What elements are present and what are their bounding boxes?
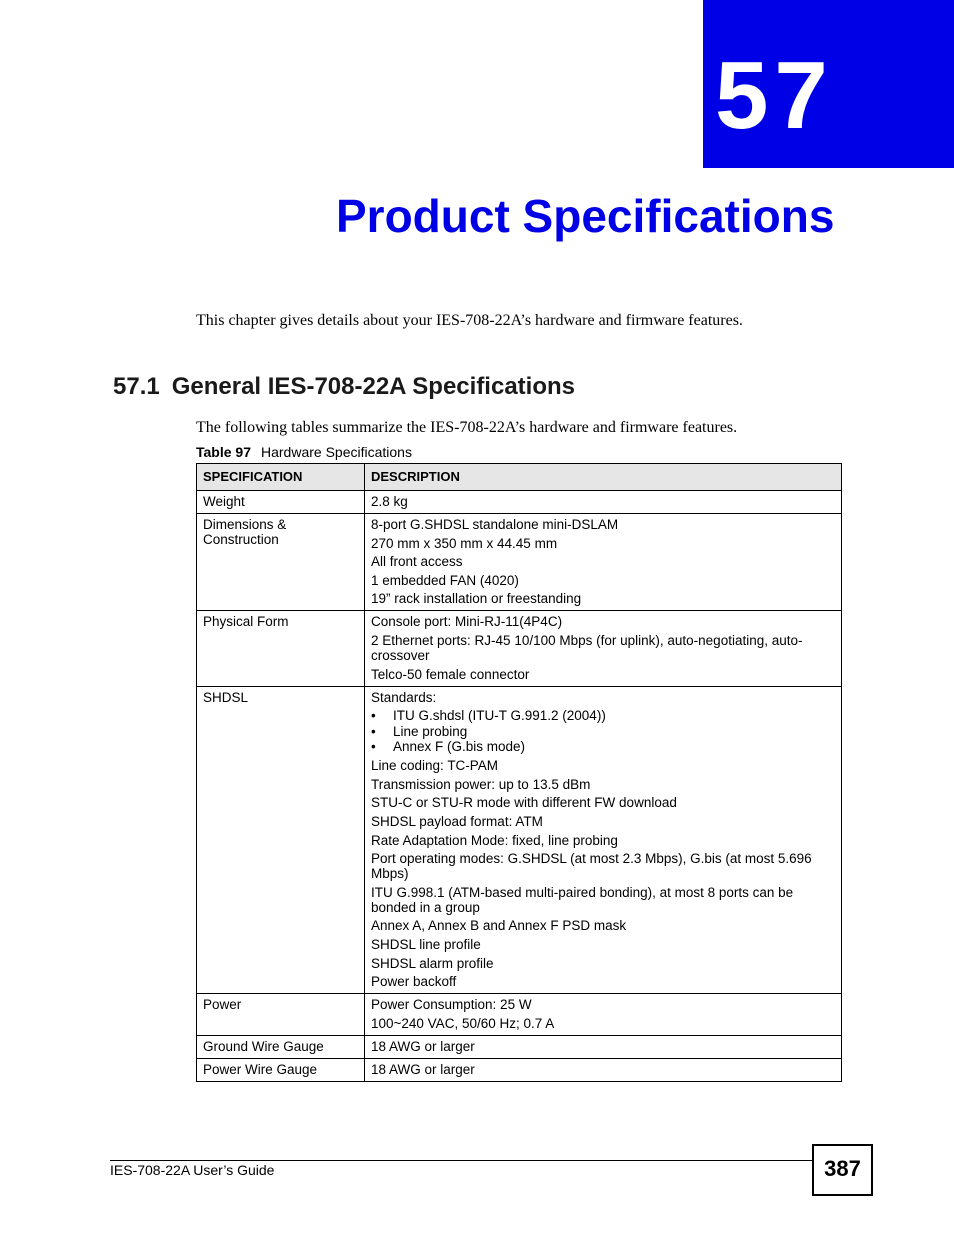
description-line: All front access: [371, 554, 463, 570]
description-line: Telco-50 female connector: [371, 666, 530, 682]
footer-divider: [110, 1160, 817, 1161]
section-number: 57.1: [113, 373, 160, 400]
description-line: Console port: Mini-RJ-11(4P4C): [371, 614, 563, 630]
description-line: Rate Adaptation Mode: fixed, line probing: [371, 832, 618, 848]
description-line: Power Consumption: 25 W: [371, 997, 532, 1013]
table-header-row: [197, 464, 842, 491]
bullet-icon: •: [371, 708, 376, 724]
table-caption-label: Table 97: [196, 444, 251, 460]
list-item: [371, 708, 835, 724]
standards-list: [371, 708, 835, 755]
spec-cell: Power: [197, 994, 365, 1036]
spec-cell: Dimensions & Construction: [197, 514, 365, 611]
section-lead-paragraph: The following tables summarize the IES-708-22A’s hardware and firmware features.: [196, 419, 738, 436]
description-line: Port operating modes: G.SHDSL (at most 2.3 Mbps), G.bis (at most 5.696 Mbps): [371, 851, 812, 882]
bullet-icon: •: [371, 723, 376, 739]
description-cell: [365, 611, 842, 686]
page-number: 387: [824, 1156, 861, 1181]
description-line: Power backoff: [371, 974, 457, 990]
description-line: 270 mm x 350 mm x 44.45 mm: [371, 535, 558, 551]
section-title: General IES-708-22A Specifications: [171, 373, 575, 400]
description-line: 2 Ethernet ports: RJ-45 10/100 Mbps (for uplink), auto-negotiating, auto-crossover: [371, 632, 803, 663]
description-cell: [365, 1058, 842, 1081]
description-line: 18 AWG or larger: [371, 1061, 475, 1077]
table-row: [197, 686, 842, 994]
description-line: Annex A, Annex B and Annex F PSD mask: [371, 918, 627, 934]
description-line: Transmission power: up to 13.5 dBm: [371, 776, 591, 792]
description-line: 1 embedded FAN (4020): [371, 572, 519, 588]
spec-cell: Power Wire Gauge: [197, 1058, 365, 1081]
description-line: 2.8 kg: [371, 494, 408, 509]
table-row: [197, 1035, 842, 1058]
table-caption-title: Hardware Specifications: [261, 444, 412, 460]
description-cell: [365, 491, 842, 514]
header-description: DESCRIPTION: [365, 464, 842, 491]
table-row: [197, 514, 842, 611]
spec-cell: SHDSL: [197, 686, 365, 994]
table-caption: [196, 444, 412, 460]
description-line: 100~240 VAC, 50/60 Hz; 0.7 A: [371, 1015, 555, 1031]
header-specification: SPECIFICATION: [197, 464, 365, 491]
bullet-icon: •: [371, 739, 376, 755]
list-item-text: Annex F (G.bis mode): [393, 739, 526, 755]
description-line: SHDSL line profile: [371, 937, 481, 952]
chapter-number: 57: [715, 42, 834, 149]
table-row: [197, 611, 842, 686]
spec-cell: Weight: [197, 491, 365, 514]
table-row: [197, 1058, 842, 1081]
spec-cell: Ground Wire Gauge: [197, 1035, 365, 1058]
description-cell: [365, 686, 842, 994]
list-item: [371, 724, 835, 740]
page-number-box: [812, 1144, 873, 1196]
description-cell: [365, 1035, 842, 1058]
description-line: 18 AWG or larger: [371, 1038, 475, 1054]
table-row: [197, 994, 842, 1036]
description-cell: [365, 994, 842, 1036]
description-line: Line coding: TC-PAM: [371, 758, 499, 774]
description-line: 19” rack installation or freestanding: [371, 591, 582, 607]
description-cell: [365, 514, 842, 611]
description-line: 8-port G.SHDSL standalone mini-DSLAM: [371, 517, 619, 532]
description-line: SHDSL payload format: ATM: [371, 814, 543, 830]
section-heading: [113, 373, 575, 401]
footer-guide-title: IES-708-22A User’s Guide: [110, 1162, 275, 1178]
table-row: [197, 491, 842, 514]
hardware-specifications-table: [196, 463, 842, 1082]
description-line: STU-C or STU-R mode with different FW download: [371, 795, 677, 811]
chapter-title: Product Specifications: [336, 190, 835, 242]
list-item-text: Line probing: [393, 723, 468, 739]
list-item-text: ITU G.shdsl (ITU-T G.991.2 (2004)): [393, 708, 606, 724]
description-line: SHDSL alarm profile: [371, 955, 494, 971]
chapter-number-box: [703, 0, 954, 168]
list-item: [371, 739, 835, 755]
description-line: ITU G.998.1 (ATM-based multi-paired bonding), at most 8 ports can be bonded in a group: [371, 884, 794, 915]
standards-label: Standards:: [371, 689, 437, 705]
intro-paragraph: This chapter gives details about your IES-708-22A’s hardware and firmware features.: [196, 312, 743, 329]
spec-cell: Physical Form: [197, 611, 365, 686]
